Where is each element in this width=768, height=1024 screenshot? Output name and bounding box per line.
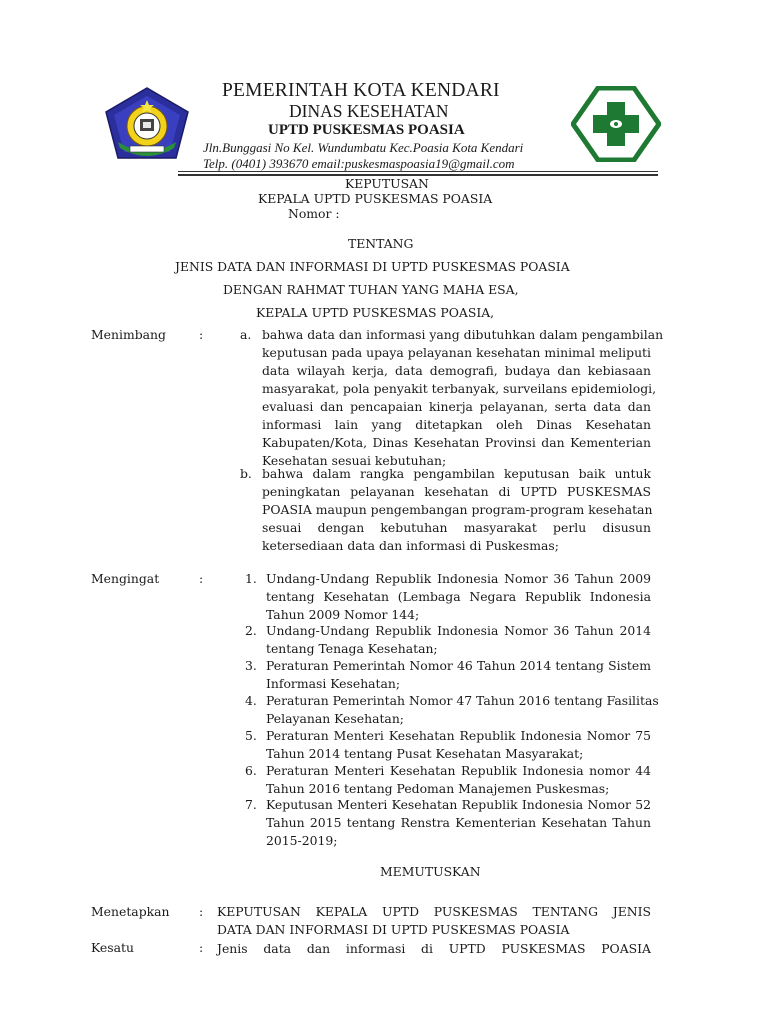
mengingat-5-line: Peraturan Menteri Kesehatan Republik Indonesia Nomor 75	[266, 728, 651, 743]
mengingat-4-line: Peraturan Pemerintah Nomor 47 Tahun 2016 tentang Fasilitas	[266, 693, 659, 708]
kesatu-label: Kesatu	[91, 940, 134, 955]
mengingat-item-3	[266, 657, 651, 693]
mengingat-2-line: Undang-Undang Republik Indonesia Nomor 36 Tahun 2014	[266, 623, 651, 638]
menimbang-a-line: bahwa data dan informasi yang dibutuhkan dalam pengambilan	[262, 327, 664, 342]
rahmat-line: DENGAN RAHMAT TUHAN YANG MAHA ESA,	[223, 282, 519, 297]
menetapkan-label: Menetapkan	[91, 904, 170, 919]
mengingat-item-marker: 2.	[245, 623, 257, 638]
mengingat-item-4	[266, 692, 659, 728]
letterhead-divider-thin	[178, 171, 658, 172]
city-emblem-icon	[104, 86, 190, 160]
mengingat-label: Mengingat	[91, 571, 160, 586]
menimbang-label: Menimbang	[91, 327, 166, 342]
mengingat-item-marker: 1.	[245, 571, 257, 586]
kesatu-text	[217, 940, 651, 958]
mengingat-item-5	[266, 727, 651, 763]
mengingat-item-1	[266, 570, 651, 624]
mengingat-3-line: Informasi Kesehatan;	[266, 676, 401, 691]
mengingat-7-line: Tahun 2015 tentang Renstra Kementerian Kesehatan Tahun	[266, 815, 651, 830]
menimbang-item-a	[262, 326, 664, 470]
mengingat-2-line: tentang Tenaga Kesehatan;	[266, 641, 438, 656]
mengingat-6-line: Peraturan Menteri Kesehatan Republik Indonesia nomor 44	[266, 763, 651, 778]
menimbang-colon: :	[199, 327, 204, 342]
mengingat-7-line: 2015-2019;	[266, 833, 338, 848]
doc-number: Nomor :	[288, 206, 340, 221]
mengingat-colon: :	[199, 571, 204, 586]
mengingat-item-marker: 7.	[245, 797, 257, 812]
mengingat-5-line: Tahun 2014 tentang Pusat Kesehatan Masyarakat;	[266, 746, 584, 761]
tentang-heading: TENTANG	[348, 236, 414, 251]
mengingat-7-line: Keputusan Menteri Kesehatan Republik Indonesia Nomor 52	[266, 797, 651, 812]
doc-type: KEPUTUSAN	[345, 176, 429, 191]
kesatu-colon: :	[199, 940, 204, 955]
menetapkan-line: KEPUTUSAN KEPALA UPTD PUSKESMAS TENTANG JENIS	[217, 904, 651, 919]
memutuskan-heading: MEMUTUSKAN	[380, 864, 481, 879]
letterhead-contact: Telp. (0401) 393670 email:puskesmaspoasia19@gmail.com	[203, 156, 515, 171]
mengingat-item-marker: 5.	[245, 728, 257, 743]
menimbang-item-b	[262, 465, 651, 555]
mengingat-3-line: Peraturan Pemerintah Nomor 46 Tahun 2014 tentang Sistem	[266, 658, 651, 673]
mengingat-1-line: Undang-Undang Republik Indonesia Nomor 36 Tahun 2009	[266, 571, 651, 586]
mengingat-item-marker: 4.	[245, 693, 257, 708]
doc-subject: JENIS DATA DAN INFORMASI DI UPTD PUSKESMAS POASIA	[175, 259, 570, 274]
mengingat-item-marker: 3.	[245, 658, 257, 673]
menimbang-a-line: Kabupaten/Kota, Dinas Kesehatan Provinsi dan Kementerian	[262, 435, 651, 450]
menetapkan-line: DATA DAN INFORMASI DI UPTD PUSKESMAS POASIA	[217, 922, 570, 937]
menetapkan-text	[217, 903, 651, 939]
mengingat-1-line: Tahun 2009 Nomor 144;	[266, 607, 420, 622]
menimbang-item-marker: a.	[240, 327, 252, 342]
menimbang-a-line: masyarakat, pola penyakit terbanyak, surveilans epidemiologi,	[262, 381, 657, 396]
menetapkan-colon: :	[199, 904, 204, 919]
mengingat-item-2	[266, 622, 651, 658]
mengingat-1-line: tentang Kesehatan (Lembaga Negara Republik Indonesia	[266, 589, 651, 604]
menimbang-a-line: Kesehatan sesuai kebutuhan;	[262, 453, 447, 468]
letterhead-government: PEMERINTAH KOTA KENDARI	[222, 80, 500, 101]
mengingat-6-line: Tahun 2016 tentang Pedoman Manajemen Puskesmas;	[266, 781, 610, 796]
letterhead-address: Jln.Bunggasi No Kel. Wundumbatu Kec.Poasia Kota Kendari	[203, 140, 524, 155]
mengingat-item-6	[266, 762, 651, 798]
menimbang-b-line: POASIA maupun pengembangan program-program kesehatan	[262, 502, 653, 517]
letterhead-agency: DINAS KESEHATAN	[289, 101, 449, 121]
menimbang-b-line: peningkatan pelayanan kesehatan di UPTD PUSKESMAS	[262, 484, 651, 499]
health-cross-icon	[571, 86, 661, 162]
mengingat-4-line: Pelayanan Kesehatan;	[266, 711, 404, 726]
menimbang-b-line: sesuai dengan kebutuhan masyarakat perlu disusun	[262, 520, 651, 535]
menimbang-a-line: informasi lain yang ditetapkan oleh Dinas Kesehatan	[262, 417, 651, 432]
menimbang-a-line: data wilayah kerja, data demografi, budaya dan kebiasaan	[262, 363, 651, 378]
mengingat-item-7	[266, 796, 651, 850]
kesatu-line: Jenis data dan informasi di UPTD PUSKESMAS POASIA	[217, 941, 651, 956]
menimbang-b-line: bahwa dalam rangka pengambilan keputusan baik untuk	[262, 466, 651, 481]
letterhead-unit: UPTD PUSKESMAS POASIA	[268, 122, 465, 138]
issuer-line: KEPALA UPTD PUSKESMAS POASIA,	[256, 305, 495, 320]
menimbang-item-marker: b.	[240, 466, 252, 481]
menimbang-a-line: evaluasi dan pencapaian kinerja pelayanan, serta data dan	[262, 399, 651, 414]
menimbang-b-line: ketersediaan data dan informasi di Puskesmas;	[262, 538, 559, 553]
menimbang-a-line: keputusan pada upaya pelayanan kesehatan minimal meliputi	[262, 345, 651, 360]
doc-issuer: KEPALA UPTD PUSKESMAS POASIA	[258, 191, 493, 206]
mengingat-item-marker: 6.	[245, 763, 257, 778]
